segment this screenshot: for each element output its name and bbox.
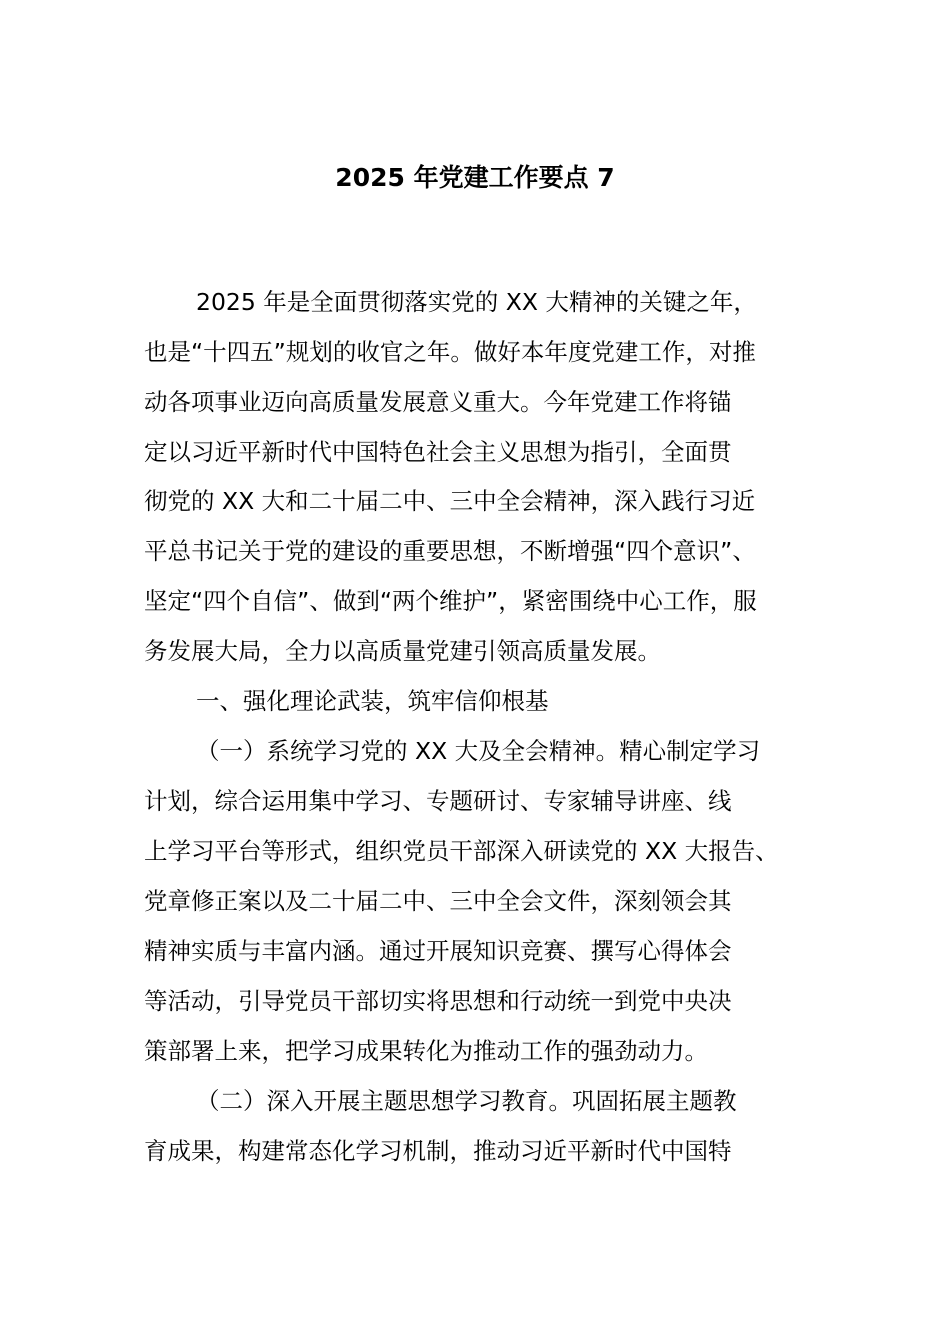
paragraph-line: 平总书记关于党的建设的重要思想，不断增强“四个意识”、 (144, 537, 756, 565)
paragraph-line: 上学习平台等形式，组织党员干部深入研读党的 XX 大报告、 (144, 837, 779, 865)
paragraph-line: 定以习近平新时代中国特色社会主义思想为指引，全面贯 (144, 438, 732, 466)
paragraph-line: 动各项事业迈向高质量发展意义重大。今年党建工作将锚 (144, 388, 732, 416)
paragraph-line: 精神实质与丰富内涵。通过开展知识竞赛、撰写心得体会 (144, 937, 732, 965)
document-title: 2025 年党建工作要点 7 (335, 163, 615, 192)
paragraph-line: 彻党的 XX 大和二十届二中、三中全会精神，深入践行习近 (144, 487, 756, 515)
paragraph-line: 等活动，引导党员干部切实将思想和行动统一到党中央决 (144, 987, 732, 1015)
paragraph-line: 育成果，构建常态化学习机制，推动习近平新时代中国特 (144, 1137, 732, 1165)
paragraph-line: （二）深入开展主题思想学习教育。巩固拓展主题教 (196, 1087, 737, 1115)
paragraph-line: 务发展大局，全力以高质量党建引领高质量发展。 (144, 637, 661, 665)
section-heading: 一、强化理论武装，筑牢信仰根基 (196, 687, 549, 715)
paragraph-line: 党章修正案以及二十届二中、三中全会文件，深刻领会其 (144, 887, 732, 915)
paragraph-line: 也是“十四五”规划的收官之年。做好本年度党建工作，对推 (144, 338, 756, 366)
paragraph-line: （一）系统学习党的 XX 大及全会精神。精心制定学习 (196, 737, 761, 765)
paragraph-line: 计划，综合运用集中学习、专题研讨、专家辅导讲座、线 (144, 787, 732, 815)
paragraph-line: 2025 年是全面贯彻落实党的 XX 大精神的关键之年， (196, 288, 757, 316)
paragraph-line: 策部署上来，把学习成果转化为推动工作的强劲动力。 (144, 1037, 708, 1065)
paragraph-line: 坚定“四个自信”、做到“两个维护”，紧密围绕中心工作，服 (144, 587, 757, 615)
